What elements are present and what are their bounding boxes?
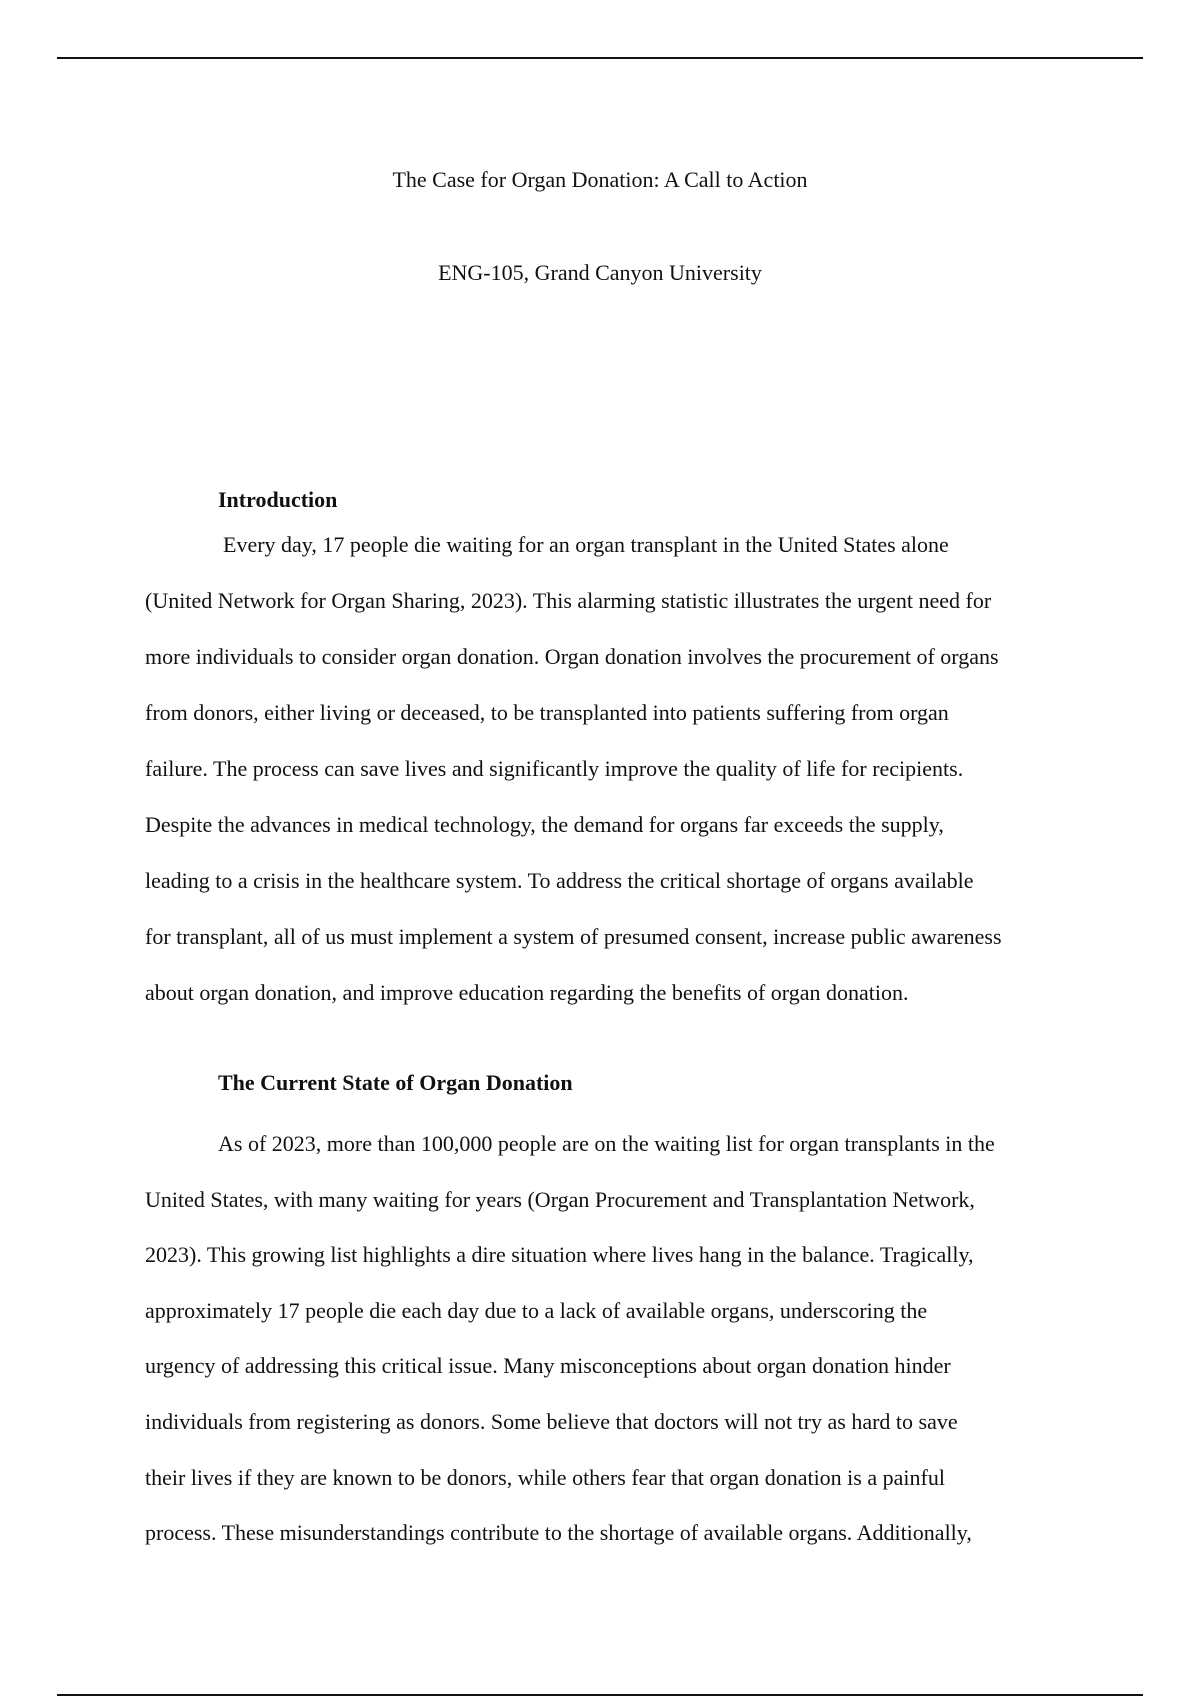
paragraph-line: urgency of addressing this critical issue. Many misconceptions about organ donation hinder xyxy=(145,1353,951,1379)
paragraph-line: process. These misunderstandings contribute to the shortage of available organs. Additionally, xyxy=(145,1520,972,1546)
paragraph-line: 2023). This growing list highlights a dire situation where lives hang in the balance. Tragically, xyxy=(145,1242,974,1268)
paragraph-line: Every day, 17 people die waiting for an organ transplant in the United States alone xyxy=(223,532,949,557)
page-bottom-rule xyxy=(57,1694,1143,1696)
paragraph-line: individuals from registering as donors. Some believe that doctors will not try as hard to save xyxy=(145,1408,958,1434)
paragraph-line: about organ donation, and improve education regarding the benefits of organ donation. xyxy=(145,980,909,1005)
paragraph-line: leading to a crisis in the healthcare system. To address the critical shortage of organs available xyxy=(145,868,974,893)
course-line: ENG-105, Grand Canyon University xyxy=(438,260,762,285)
paragraph-line: from donors, either living or deceased, to be transplanted into patients suffering from organ xyxy=(145,700,949,725)
document-title: The Case for Organ Donation: A Call to Action xyxy=(392,167,808,192)
page-top-rule xyxy=(57,57,1143,59)
paragraph-line: As of 2023, more than 100,000 people are on the waiting list for organ transplants in the xyxy=(218,1131,995,1156)
section-heading-current-state: The Current State of Organ Donation xyxy=(218,1070,573,1095)
paragraph-line: for transplant, all of us must implement a system of presumed consent, increase public awareness xyxy=(145,924,1002,949)
paragraph-line: United States, with many waiting for years (Organ Procurement and Transplantation Network, xyxy=(145,1186,975,1212)
section-heading-introduction: Introduction xyxy=(218,487,338,512)
paragraph-line: (United Network for Organ Sharing, 2023). This alarming statistic illustrates the urgent need for xyxy=(145,588,992,613)
paragraph-line: more individuals to consider organ donation. Organ donation involves the procurement of organs xyxy=(145,644,999,669)
paragraph-line: their lives if they are known to be donors, while others fear that organ donation is a painful xyxy=(145,1464,945,1490)
paragraph-line: approximately 17 people die each day due to a lack of available organs, underscoring the xyxy=(145,1297,928,1323)
paragraph-current-state xyxy=(145,1116,1095,1561)
paragraph-introduction xyxy=(145,517,1095,1021)
paragraph-line: Despite the advances in medical technology, the demand for organs far exceeds the supply, xyxy=(145,812,944,837)
paragraph-line: failure. The process can save lives and significantly improve the quality of life for recipients. xyxy=(145,756,964,781)
